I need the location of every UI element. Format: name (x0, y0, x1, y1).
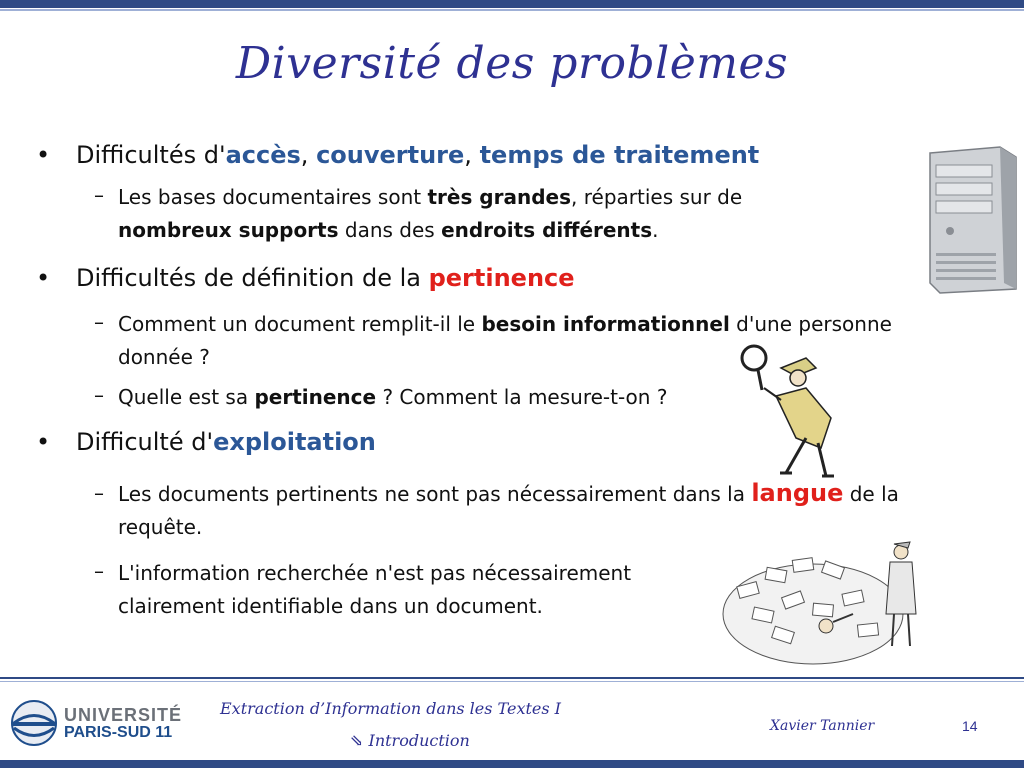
keyword-pertinence: pertinence (428, 264, 575, 292)
top-border-bar (0, 0, 1024, 8)
slide-title: Diversité des problèmes (235, 38, 789, 89)
dash-glyph: – (94, 310, 104, 334)
dash-glyph: – (94, 183, 104, 207)
text: dans des (338, 218, 442, 242)
sub-bullet-1-1 (118, 181, 838, 247)
text: ? Comment la mesure-t-on ? (376, 385, 668, 409)
footer-divider (0, 677, 1024, 679)
bullet-glyph: • (36, 428, 51, 456)
footer-section (350, 731, 470, 750)
keyword-temps-de-traitement: temps de traitement (479, 141, 760, 169)
text: Quelle est sa (118, 385, 255, 409)
separator: , (300, 141, 317, 169)
emphasis-besoin-informationnel: besoin informationnel (481, 312, 730, 336)
text: , réparties sur de (571, 185, 743, 209)
top-border-thin-line (0, 9, 1024, 11)
bullet-2 (76, 264, 575, 292)
text: L'information recherchée n'est pas nécessairement (118, 561, 632, 585)
keyword-exploitation: exploitation (213, 428, 376, 456)
text: requête. (118, 515, 203, 539)
emphasis-nombreux-supports: nombreux supports (118, 218, 339, 242)
text: clairement identifiable dans un document. (118, 594, 543, 618)
emphasis-tres-grandes: très grandes (427, 185, 572, 209)
computer-tower-illustration (920, 143, 1020, 295)
sub-bullet-3-2 (118, 557, 718, 623)
paper-pile-illustration (718, 534, 933, 669)
bullet-glyph: • (36, 141, 51, 169)
emphasis-endroits-differents: endroits différents (441, 218, 653, 242)
dash-glyph: – (94, 481, 104, 505)
bullet-1 (76, 141, 759, 169)
keyword-langue: langue (751, 479, 844, 507)
text: . (652, 218, 659, 242)
footer-divider-thin (0, 681, 1024, 682)
text: d'une personne (729, 312, 892, 336)
footer-author: Xavier Tannier (770, 718, 875, 734)
bottom-border-bar (0, 760, 1024, 768)
text: donnée ? (118, 345, 210, 369)
bullet-1-prefix: Difficultés d' (76, 141, 226, 169)
text: Les bases documentaires sont (118, 185, 428, 209)
text: Comment un document remplit-il le (118, 312, 482, 336)
bullet-2-prefix: Difficultés de définition de la (76, 264, 429, 292)
separator: , (464, 141, 480, 169)
sub-bullet-2-2 (118, 381, 667, 414)
logo-paris-sud-label: PARIS-SUD 11 (64, 724, 173, 741)
sub-bullet-2-1 (118, 308, 1008, 374)
bullet-glyph: • (36, 264, 51, 292)
dash-glyph: – (94, 559, 104, 583)
arrow-icon: ⇘ (350, 731, 364, 750)
detective-magnifier-illustration (736, 338, 861, 480)
text: de la (843, 482, 899, 506)
keyword-couverture: couverture (316, 141, 465, 169)
keyword-acces: accès (225, 141, 301, 169)
emphasis-pertinence: pertinence (254, 385, 377, 409)
bullet-3 (76, 428, 376, 456)
text: Les documents pertinents ne sont pas nécessairement dans la (118, 482, 752, 506)
page-number: 14 (962, 718, 978, 734)
university-logo-icon (8, 698, 60, 748)
footer-section-label: Introduction (363, 731, 470, 750)
logo-university-label: UNIVERSITÉ (64, 705, 183, 725)
footer-course-title: Extraction d’Information dans les Textes I (220, 699, 561, 718)
dash-glyph: – (94, 383, 104, 407)
bullet-3-prefix: Difficulté d' (76, 428, 214, 456)
